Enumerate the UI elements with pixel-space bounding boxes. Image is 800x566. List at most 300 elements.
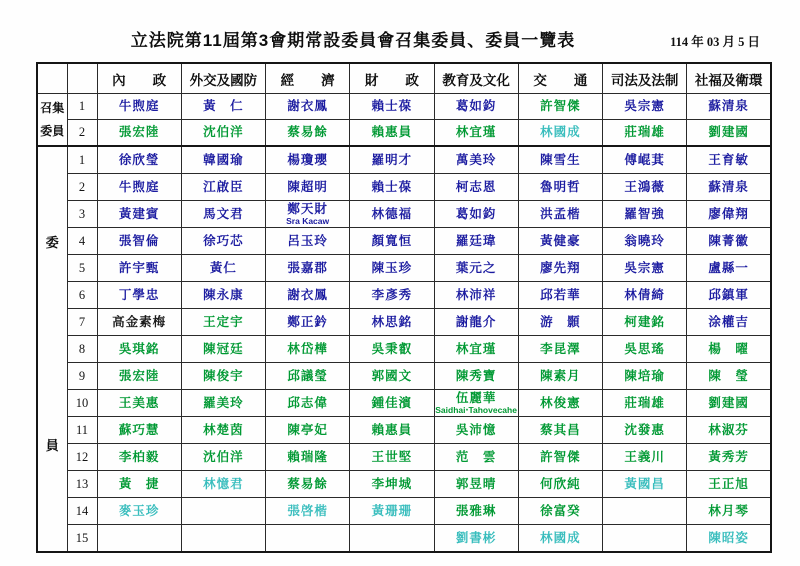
row-number-cell: 7 [67, 309, 97, 336]
member-name-romanized: Saidhai‧Tahovecahe [435, 404, 517, 415]
member-name: 賴惠員 [371, 422, 413, 437]
member-name-cell [603, 201, 687, 228]
member-name-cell [687, 471, 771, 498]
member-name-cell [518, 471, 602, 498]
member-name-cell [97, 201, 181, 228]
empty-cell [181, 498, 265, 525]
member-name: 張啓楷 [287, 503, 328, 518]
member-name: 許智傑 [540, 99, 581, 114]
member-name: 盧縣一 [708, 260, 749, 275]
column-header-6: 司法及法制 [603, 63, 687, 94]
member-name-cell [603, 363, 687, 390]
member-name-cell [518, 498, 602, 525]
member-name: 劉書彬 [455, 530, 497, 545]
member-name: 陳冠廷 [203, 341, 244, 356]
member-name: 黃 仁 [203, 99, 244, 114]
empty-cell [603, 498, 687, 525]
column-header-2: 經 濟 [266, 63, 350, 94]
member-name-cell [350, 255, 434, 282]
member-name: 沈發惠 [624, 422, 665, 437]
row-number-cell: 8 [67, 336, 97, 363]
member-name: 賴士葆 [371, 179, 413, 194]
member-name: 洪孟楷 [540, 206, 581, 221]
member-name-cell [97, 228, 181, 255]
member-name: 陳昭姿 [708, 530, 749, 545]
member-name: 林宜瑾 [455, 125, 497, 140]
member-name: 魯明哲 [540, 179, 581, 194]
column-header-7: 社福及衛環 [687, 63, 771, 94]
member-name: 邱議瑩 [287, 368, 328, 383]
member-name-cell [266, 282, 350, 309]
convener-group-label: 召集 委員 [37, 94, 67, 147]
member-name: 林憶君 [203, 476, 244, 491]
member-row-5 [37, 255, 771, 282]
member-name-cell [518, 417, 602, 444]
member-row-3 [37, 201, 771, 228]
member-name-cell [518, 201, 602, 228]
member-name: 蘇巧慧 [118, 422, 160, 437]
row-number-cell: 2 [67, 174, 97, 201]
member-name: 郭昱晴 [455, 476, 497, 491]
member-name-cell [181, 201, 265, 228]
member-name: 張宏陸 [118, 368, 160, 383]
member-name: 林思銘 [371, 314, 413, 329]
member-name: 王正旭 [708, 476, 749, 491]
member-name-cell [266, 146, 350, 174]
member-name: 劉建國 [708, 395, 749, 410]
member-name-cell [603, 444, 687, 471]
member-row-9 [37, 363, 771, 390]
corner-blank-group [37, 63, 67, 94]
member-name: 鍾佳濱 [371, 395, 413, 410]
member-row-13 [37, 471, 771, 498]
member-name: 莊瑞雄 [624, 395, 665, 410]
member-name-cell [350, 336, 434, 363]
member-name-cell [687, 120, 771, 147]
member-name-cell [434, 363, 518, 390]
member-name: 羅美玲 [203, 395, 244, 410]
member-name: 張宏陸 [118, 125, 160, 140]
row-number-cell: 9 [67, 363, 97, 390]
member-name: 謝衣鳳 [287, 99, 328, 114]
member-name: 翁曉玲 [624, 233, 665, 248]
member-name: 顏寬恒 [371, 233, 413, 248]
member-name-cell [687, 363, 771, 390]
member-name: 羅明才 [371, 152, 413, 167]
empty-cell [603, 525, 687, 553]
member-name-cell [350, 390, 434, 417]
empty-cell [266, 525, 350, 553]
member-name: 林岱樺 [287, 341, 328, 356]
member-name: 陳秀寶 [455, 368, 497, 383]
row-number-cell: 5 [67, 255, 97, 282]
member-name-cell [97, 498, 181, 525]
member-name-cell [350, 146, 434, 174]
member-name: 黃建賓 [118, 206, 160, 221]
column-header-0: 內 政 [97, 63, 181, 94]
member-row-2 [37, 174, 771, 201]
member-name: 呂玉玲 [287, 233, 328, 248]
row-number-cell: 1 [67, 146, 97, 174]
member-name: 黃 捷 [118, 476, 160, 491]
row-number-cell: 11 [67, 417, 97, 444]
member-name: 王定宇 [203, 314, 244, 329]
row-number-cell: 6 [67, 282, 97, 309]
row-number-cell: 14 [67, 498, 97, 525]
member-name: 劉建國 [708, 125, 749, 140]
member-name: 張嘉郡 [287, 260, 328, 275]
member-name-cell [181, 282, 265, 309]
member-name-cell [350, 120, 434, 147]
member-name-cell [518, 444, 602, 471]
member-name-cell [350, 228, 434, 255]
member-name: 陳俊宇 [203, 368, 244, 383]
member-name-cell [518, 309, 602, 336]
member-name-cell [350, 471, 434, 498]
member-name-cell [350, 444, 434, 471]
member-name: 蘇清泉 [708, 179, 749, 194]
member-name-cell [603, 228, 687, 255]
member-name: 吳思瑤 [624, 341, 665, 356]
member-name-cell [434, 120, 518, 147]
member-name-cell [687, 336, 771, 363]
member-name-cell [687, 255, 771, 282]
member-name-cell [687, 146, 771, 174]
member-name: 黃健豪 [540, 233, 581, 248]
member-name-cell [687, 228, 771, 255]
member-name: 羅智強 [624, 206, 665, 221]
member-row-15 [37, 525, 771, 553]
member-name-cell [97, 471, 181, 498]
member-row-8 [37, 336, 771, 363]
member-name-cell [518, 146, 602, 174]
member-name-cell [603, 309, 687, 336]
member-name: 林國成 [540, 530, 581, 545]
member-name: 林德福 [371, 206, 413, 221]
member-name-cell [687, 444, 771, 471]
member-name-cell [518, 282, 602, 309]
member-name: 陳玉珍 [371, 260, 413, 275]
member-name-cell [603, 174, 687, 201]
member-name: 邱鎮軍 [708, 287, 749, 302]
member-name-cell [181, 255, 265, 282]
member-name: 葛如鈞 [455, 206, 497, 221]
member-name-cell [434, 309, 518, 336]
member-name-cell [687, 282, 771, 309]
member-name: 沈伯洋 [203, 449, 244, 464]
member-name: 吳宗憲 [624, 99, 665, 114]
member-name-cell [434, 201, 518, 228]
member-name-cell [97, 255, 181, 282]
member-name: 邱若華 [540, 287, 581, 302]
member-name: 陳培瑜 [624, 368, 665, 383]
member-name-cell [350, 94, 434, 120]
member-name: 涂權吉 [708, 314, 749, 329]
member-name: 麥玉珍 [118, 503, 160, 518]
member-name: 王育敏 [708, 152, 749, 167]
member-name-cell [181, 390, 265, 417]
member-name-cell [603, 336, 687, 363]
member-name: 游 顥 [540, 314, 581, 329]
member-group-label: 委 員 [37, 146, 67, 552]
report-date: 114 年 03 月 5 日 [670, 35, 760, 49]
member-name-cell [181, 309, 265, 336]
member-name-cell [518, 228, 602, 255]
row-number-cell: 15 [67, 525, 97, 553]
member-name: 楊瓊瓔 [287, 152, 328, 167]
member-name: 張智倫 [118, 233, 160, 248]
member-name: 許宇甄 [118, 260, 160, 275]
empty-cell [181, 525, 265, 553]
member-name-cell [434, 498, 518, 525]
member-name-cell [687, 498, 771, 525]
member-name: 李昆澤 [540, 341, 581, 356]
member-name: 吳沛憶 [455, 422, 497, 437]
member-name-cell [603, 255, 687, 282]
member-name-cell [97, 174, 181, 201]
member-name: 江啟臣 [203, 179, 244, 194]
member-name-cell [687, 390, 771, 417]
member-name-cell [266, 390, 350, 417]
member-name-cell [97, 444, 181, 471]
member-name-cell [97, 309, 181, 336]
column-header-1: 外交及國防 [181, 63, 265, 94]
header-row [37, 63, 771, 94]
member-name-cell [350, 282, 434, 309]
empty-cell [97, 525, 181, 553]
member-name-cell [97, 282, 181, 309]
member-name-cell [603, 471, 687, 498]
member-name-cell [434, 94, 518, 120]
member-name-cell [266, 417, 350, 444]
member-name-cell [518, 390, 602, 417]
member-name: 邱志偉 [287, 395, 328, 410]
member-name-cell [434, 336, 518, 363]
committee-table [36, 62, 772, 553]
member-name: 葉元之 [455, 260, 497, 275]
member-name-cell [434, 146, 518, 174]
member-name-cell [434, 228, 518, 255]
document-header [0, 0, 800, 51]
member-name-cell [603, 94, 687, 120]
member-name: 謝龍介 [455, 314, 497, 329]
member-name-cell [603, 390, 687, 417]
member-name: 蔡易餘 [287, 125, 328, 140]
member-name: 黃珊珊 [371, 503, 413, 518]
member-name-cell [687, 94, 771, 120]
member-name: 廖偉翔 [708, 206, 749, 221]
member-name-cell [181, 120, 265, 147]
member-name: 林國成 [540, 125, 581, 140]
member-name: 李坤城 [371, 476, 413, 491]
row-number-cell: 2 [67, 120, 97, 147]
member-name-cell [181, 417, 265, 444]
member-name: 黃國昌 [624, 476, 665, 491]
member-name: 柯建銘 [624, 314, 665, 329]
member-name-cell [97, 146, 181, 174]
member-name-cell [181, 363, 265, 390]
member-name-cell [434, 255, 518, 282]
member-name: 王美惠 [118, 395, 160, 410]
member-name: 林月琴 [708, 503, 749, 518]
member-name-cell [97, 120, 181, 147]
member-name-cell [266, 255, 350, 282]
member-name-cell [266, 94, 350, 120]
member-name-cell [603, 146, 687, 174]
member-row-1 [37, 146, 771, 174]
member-name-cell [266, 201, 350, 228]
member-name: 牛煦庭 [118, 99, 160, 114]
member-name: 賴瑞隆 [287, 449, 328, 464]
member-name-cell [518, 174, 602, 201]
member-name-cell [266, 336, 350, 363]
member-name: 徐欣瑩 [118, 152, 160, 167]
member-name-cell [266, 498, 350, 525]
member-name-cell [518, 120, 602, 147]
row-number-cell: 4 [67, 228, 97, 255]
member-name-cell [350, 309, 434, 336]
member-row-12 [37, 444, 771, 471]
member-name-cell [350, 201, 434, 228]
member-name-cell [181, 94, 265, 120]
member-name-cell [687, 174, 771, 201]
member-name-cell [518, 525, 602, 553]
member-name: 林沛祥 [455, 287, 497, 302]
member-name: 鄭正鈐 [287, 314, 328, 329]
member-name: 黃秀芳 [708, 449, 749, 464]
member-name: 王鴻薇 [624, 179, 665, 194]
member-name: 楊 曜 [708, 341, 749, 356]
member-name-cell [434, 282, 518, 309]
member-name: 賴惠員 [371, 125, 413, 140]
member-name: 黃仁 [209, 260, 237, 275]
member-name-cell [687, 525, 771, 553]
member-name: 謝衣鳳 [287, 287, 328, 302]
member-row-14 [37, 498, 771, 525]
member-name: 張雅琳 [455, 503, 497, 518]
member-name: 林倩綺 [624, 287, 665, 302]
member-name: 丁學忠 [118, 287, 160, 302]
member-name-cell [266, 363, 350, 390]
member-name: 吳秉叡 [371, 341, 413, 356]
member-name: 陳雪生 [540, 152, 581, 167]
member-name-cell [266, 174, 350, 201]
member-name: 林俊憲 [540, 395, 581, 410]
member-name: 陳 瑩 [708, 368, 749, 383]
member-name: 李彥秀 [371, 287, 413, 302]
convener-row-2 [37, 120, 771, 147]
member-name: 羅廷瑋 [455, 233, 497, 248]
member-name-cell [518, 94, 602, 120]
member-name-cell [97, 390, 181, 417]
member-name-cell [350, 417, 434, 444]
member-row-7 [37, 309, 771, 336]
member-name-cell [434, 390, 518, 417]
row-number-cell: 10 [67, 390, 97, 417]
member-name: 吳宗憲 [624, 260, 665, 275]
member-name-cell [518, 255, 602, 282]
member-name: 鄭天財 [287, 202, 328, 217]
member-name: 陳素月 [540, 368, 581, 383]
member-name: 陳超明 [287, 179, 328, 194]
table-body [37, 94, 771, 553]
member-name-cell [181, 336, 265, 363]
member-name-cell [687, 201, 771, 228]
member-name-cell [518, 336, 602, 363]
member-row-4 [37, 228, 771, 255]
member-name: 傅崐萁 [624, 152, 665, 167]
member-name: 伍麗華 [455, 391, 497, 406]
member-name: 葛如鈞 [455, 99, 497, 114]
member-name: 萬美玲 [455, 152, 497, 167]
member-name: 林淑芬 [708, 422, 749, 437]
row-number-cell: 3 [67, 201, 97, 228]
member-name: 牛煦庭 [118, 179, 160, 194]
member-name: 李柏毅 [118, 449, 160, 464]
member-name: 何欣純 [540, 476, 581, 491]
member-name-cell [181, 146, 265, 174]
member-name-cell [434, 525, 518, 553]
row-number-cell: 12 [67, 444, 97, 471]
member-name-cell [97, 363, 181, 390]
member-name: 馬文君 [203, 206, 244, 221]
member-name: 韓國瑜 [203, 152, 244, 167]
member-name: 許智傑 [540, 449, 581, 464]
member-name: 林楚茵 [203, 422, 244, 437]
member-name-cell [434, 471, 518, 498]
member-name: 范 雲 [455, 449, 497, 464]
member-row-11 [37, 417, 771, 444]
member-name: 林宜瑾 [455, 341, 497, 356]
member-name-cell [97, 417, 181, 444]
member-name: 柯志恩 [455, 179, 497, 194]
member-name-cell [434, 174, 518, 201]
member-name-cell [266, 120, 350, 147]
member-name: 陳亭妃 [287, 422, 328, 437]
column-header-5: 交 通 [518, 63, 602, 94]
member-name: 莊瑞雄 [624, 125, 665, 140]
member-name-cell [266, 228, 350, 255]
member-name-cell [687, 309, 771, 336]
member-name-cell [518, 363, 602, 390]
member-name-cell [266, 309, 350, 336]
member-name-cell [266, 471, 350, 498]
corner-blank-num [67, 63, 97, 94]
member-name: 王義川 [624, 449, 665, 464]
member-name: 陳菁徽 [708, 233, 749, 248]
member-name: 徐富癸 [540, 503, 581, 518]
member-row-6 [37, 282, 771, 309]
column-header-3: 財 政 [350, 63, 434, 94]
member-name-cell [603, 417, 687, 444]
member-name: 郭國文 [371, 368, 413, 383]
row-number-cell: 1 [67, 94, 97, 120]
member-name: 蔡其昌 [540, 422, 581, 437]
member-name: 沈伯洋 [203, 125, 244, 140]
member-name-romanized: Sra Kacaw [286, 215, 330, 226]
member-name: 高金素梅 [112, 314, 167, 329]
member-name-cell [181, 471, 265, 498]
member-name-cell [350, 174, 434, 201]
convener-row-1 [37, 94, 771, 120]
member-name: 廖先翔 [540, 260, 581, 275]
member-name: 吳琪銘 [118, 341, 160, 356]
member-name: 蘇清泉 [708, 99, 749, 114]
member-name: 王世堅 [371, 449, 413, 464]
member-name: 陳永康 [203, 287, 244, 302]
member-name-cell [687, 417, 771, 444]
page-title: 立法院第11屆第3會期常設委員會召集委員、委員一覽表 [130, 31, 576, 50]
